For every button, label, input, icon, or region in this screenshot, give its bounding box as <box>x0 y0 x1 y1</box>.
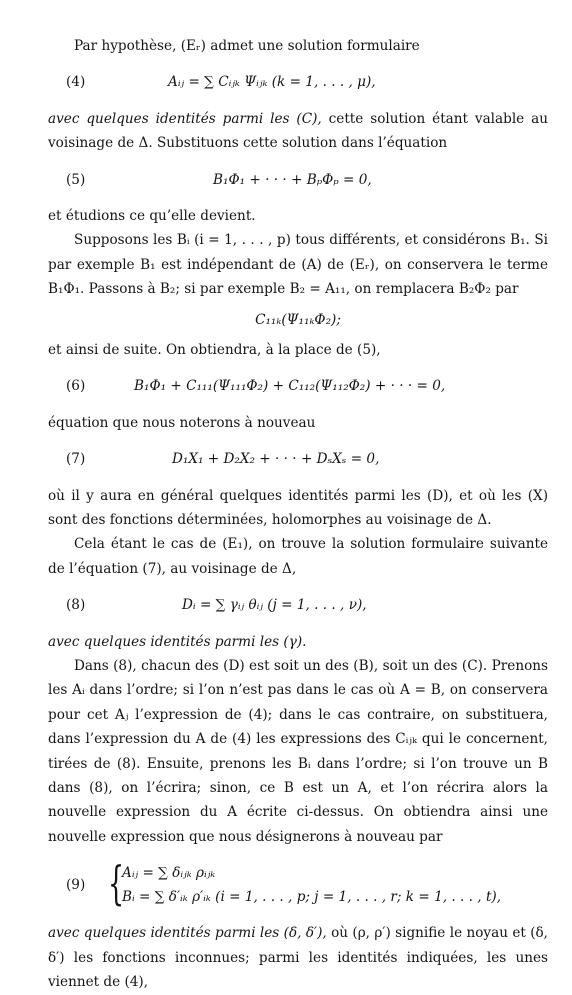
equation-number: (4) <box>66 74 86 91</box>
equation-9-system <box>48 856 548 911</box>
equation-number: (8) <box>66 597 86 614</box>
left-brace-icon: { <box>108 856 125 911</box>
equation-number: (6) <box>66 378 86 395</box>
equation-body: Aᵢⱼ = ∑ Cᵢⱼₖ Ψᵢⱼₖ (k = 1, . . . , μ), <box>168 74 376 91</box>
italic-phrase: avec quelques identités parmi les (C), <box>48 110 322 127</box>
paragraph-ainsi-de-suite: et ainsi de suite. On obtiendra, à la place de (5), <box>48 342 381 359</box>
equation-6 <box>48 374 548 398</box>
paragraph-text: cette solution étant valable au voisinage de Δ. Substituons cette solution dans l’équation <box>48 110 548 152</box>
paragraph-studions: et étudions ce qu’elle devient. <box>48 208 256 224</box>
paragraph-equation-noterons: équation que nous noterons à nouveau <box>48 414 316 431</box>
equation-body: Dᵢ = ∑ γᵢⱼ θᵢⱼ (j = 1, . . . , ν), <box>182 597 367 614</box>
equation-9-line-2: Bᵢ = ∑ δ′ᵢₖ ρ′ᵢₖ (i = 1, . . . , p; j = 1, . . . , r; k = 1, . . . , t), <box>122 889 502 906</box>
equation-body: B₁Φ₁ + C₁₁₁(Ψ₁₁₁Φ₂) + C₁₁₂(Ψ₁₁₂Φ₂) + · · · = 0, <box>134 378 446 395</box>
equation-number: (7) <box>66 451 86 468</box>
equation-8 <box>48 593 548 617</box>
equation-number: (9) <box>66 877 86 894</box>
paragraph-identites-delta <box>48 921 548 994</box>
paragraph-text: où (ρ, ρ′) signifie le noyau et (δ, δ′) les fonctions inconnues; parmi les identités indiquées, les unes viennet de (4), <box>48 925 548 991</box>
equation-5 <box>48 168 548 192</box>
equation-body: B₁Φ₁ + · · · + BₚΦₚ = 0, <box>213 171 372 188</box>
equation-9-line-1: Aᵢⱼ = ∑ δᵢⱼₖ ρᵢⱼₖ <box>122 865 216 882</box>
equation-number: (5) <box>66 171 86 188</box>
equation-c11k: C₁₁ₖ(Ψ₁₁ₖΦ₂); <box>255 311 341 328</box>
paragraph-identites-gamma: avec quelques identités parmi les (γ). <box>48 633 307 650</box>
paragraph-hypothesis: Par hypothèse, (Eᵣ) admet une solution formulaire <box>74 38 420 54</box>
equation-body: D₁X₁ + D₂X₂ + · · · + DₛXₛ = 0, <box>172 451 380 468</box>
equation-4 <box>48 70 548 94</box>
paragraph-cela-etant: Cela étant le cas de (E₁), on trouve la solution formulaire suivante de l’équation (7), au voisinage de Δ, <box>48 536 548 577</box>
paragraph-solution-valid <box>48 107 548 156</box>
paragraph-identites-d: où il y aura en général quelques identités parmi les (D), et où les (X) sont des fonctions déterminées, holomorphes au voisinage de Δ. <box>48 487 548 529</box>
italic-phrase: avec quelques identités parmi les (δ, δ′), <box>48 925 327 942</box>
equation-7 <box>48 447 548 471</box>
paragraph-supposons: Supposons les Bᵢ (i = 1, . . . , p) tous différents, et considérons B₁. Si par exemple B₁ est indépendant de (A) de (Eᵣ), on conservera le terme B₁Φ₁. Passons à B₂; si par exemple B₂ = A₁₁, on remplacera B₂Φ₂ par <box>48 232 548 298</box>
paragraph-dans-8: Dans (8), chacun des (D) est soit un des (B), soit un des (C). Prenons les Aᵢ dans l’ordre; si l’on n’est pas dans le cas où A = B, on conservera pour cet Aⱼ l’expression de (4); dans le cas contraire, on substituera, dans l’expression du A de (4) les expressions des Cᵢⱼₖ qui le concernent, tirées de (8). Ensuite, prenons les Bᵢ dans l’ordre; si l’on trouve un B dans (8), on l’écrira; sinon, ce B est un A, et l’on récrira alors la nouvelle expression du A écrite ci-dessus. On obtiendra ainsi une nouvelle expression que nous désignerons à nouveau par <box>48 658 548 845</box>
